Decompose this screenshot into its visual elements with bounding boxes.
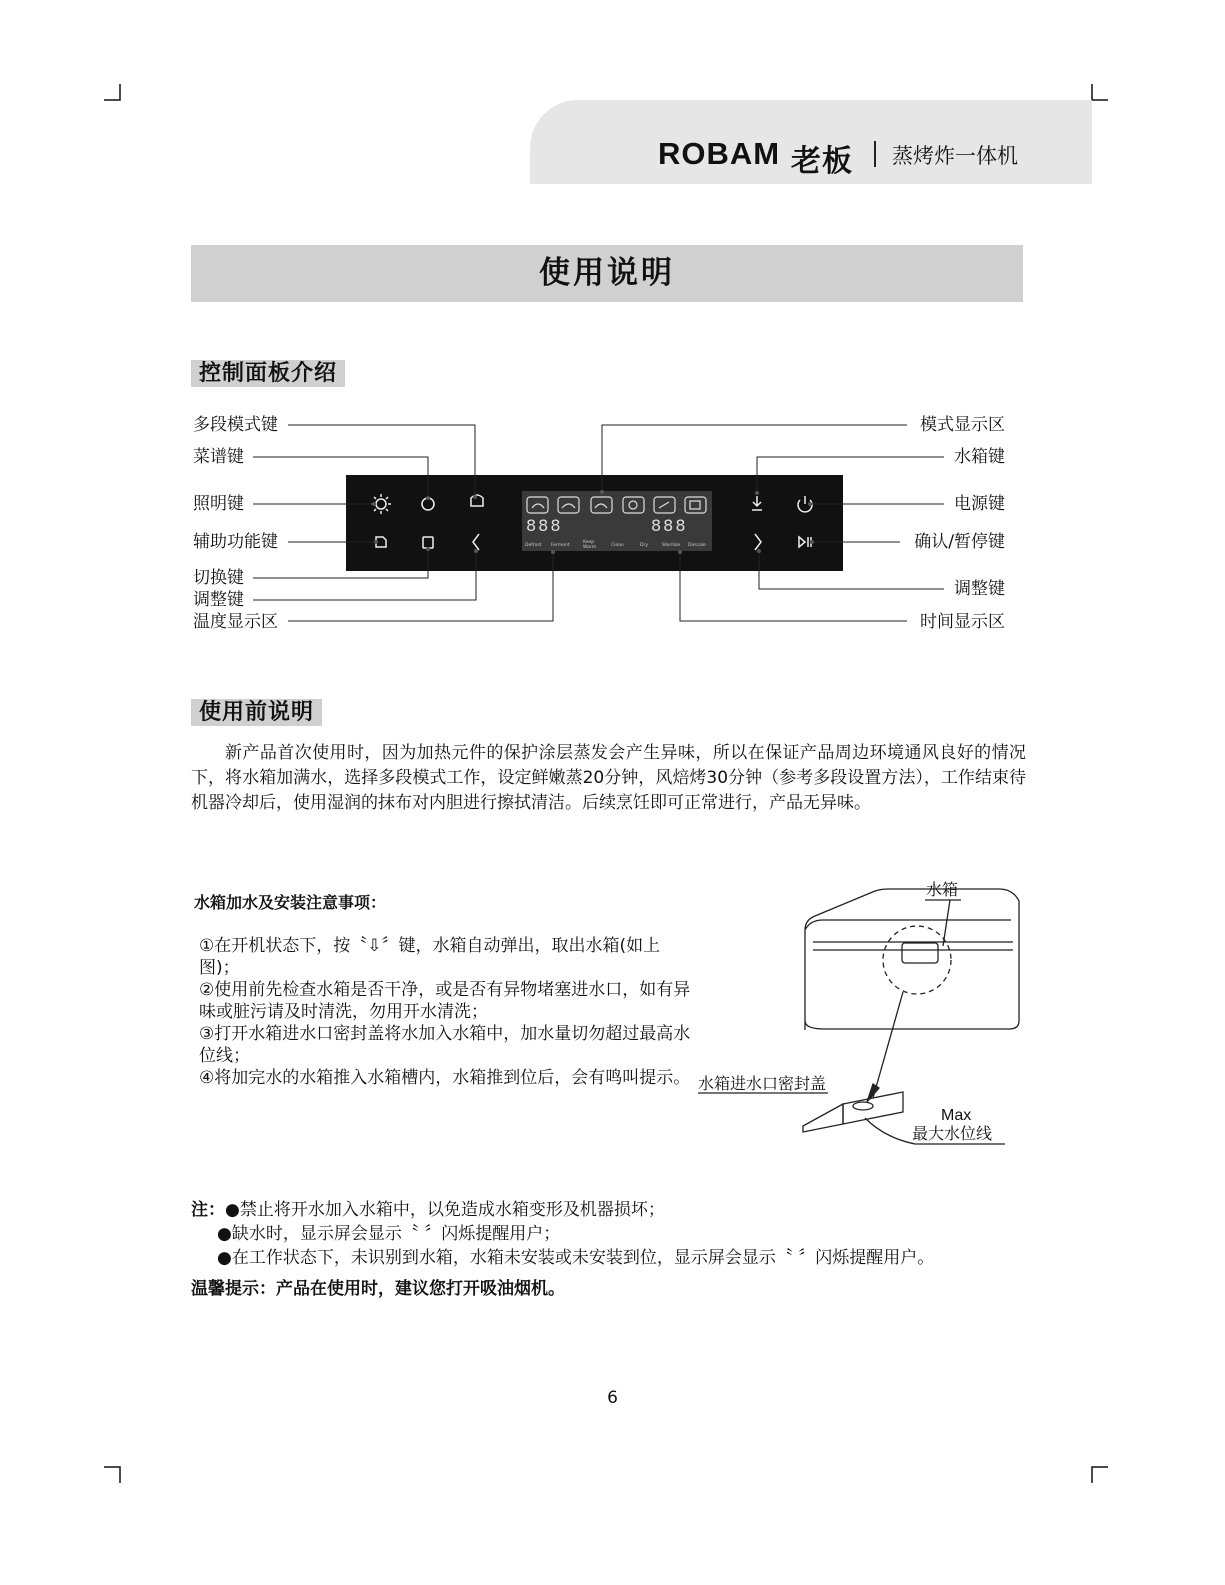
label-multi-mode-key: 多段模式键 [193,415,278,435]
note-2: ●缺水时，显示屏会显示〝 〞闪烁提醒用户； [217,1224,561,1244]
label-switch-key: 切换键 [193,568,244,588]
page-number: 6 [607,1388,618,1408]
label-time-display: 时间显示区 [920,612,1005,632]
control-panel-diagram [0,400,1225,640]
water-tank-diagram [695,870,1025,1160]
label-recipe-key: 菜谱键 [193,447,244,467]
svg-text:888: 888 [651,516,688,535]
label-max-water-line: 最大水位线 [912,1124,993,1143]
brand-logo-cn: 老板 [791,144,853,179]
note-3: ●在工作状态下，未识别到水箱，水箱未安装或未安装到位，显示屏会显示〝 〞闪烁提醒用户。 [217,1248,935,1268]
label-adjust-key-right: 调整键 [954,579,1005,599]
title-bar [191,245,1023,302]
label-confirm-pause-key: 确认/暂停键 [914,532,1005,552]
step-1: ①在开机状态下，按〝⇩〞键，水箱自动弹出，取出水箱(如上图)； [199,936,661,978]
svg-text:Keep: Keep [583,540,595,545]
svg-text:Descale: Descale [688,543,706,548]
step-2: ②使用前先检查水箱是否干净，或是否有异物堵塞进水口，如有异味或脏污请及时清洗，勿用开水清洗； [199,980,691,1022]
label-aux-key: 辅助功能键 [193,532,278,552]
section-heading-control-panel: 控制面板介绍 [191,360,345,387]
label-tank: 水箱 [926,880,959,899]
label-max: Max [941,1107,972,1124]
section-heading-before-use: 使用前说明 [191,699,322,726]
header-divider [874,141,876,167]
step-4: ④将加完水的水箱推入水箱槽内，水箱推到位后，会有鸣叫提示。 [199,1068,691,1088]
svg-text:Defrost: Defrost [525,543,542,548]
label-temp-display: 温度显示区 [193,612,278,632]
label-mode-display: 模式显示区 [920,415,1005,435]
svg-text:888: 888 [526,516,563,535]
page-title: 使用说明 [539,255,675,291]
svg-text:Ferment: Ferment [551,543,570,548]
svg-text:Warm: Warm [583,545,597,550]
label-adjust-key-left: 调整键 [193,590,244,610]
label-light-key: 照明键 [193,494,244,514]
label-power-key: 电源键 [954,494,1005,514]
brand-logo: ROBAM [658,136,781,171]
note-1: ●禁止将开水加入水箱中，以免造成水箱变形及机器损坏； [225,1200,665,1220]
product-name: 蒸烤炸一体机 [892,144,1018,168]
svg-text:Clean: Clean [611,543,624,548]
notes-prefix: 注： [191,1200,225,1220]
svg-text:Sterilize: Sterilize [662,543,681,548]
notes [191,1198,934,1270]
warm-tip: 温馨提示：产品在使用时，建议您打开吸油烟机。 [191,1279,565,1299]
label-water-tank-key: 水箱键 [954,447,1005,467]
svg-text:Dry: Dry [640,543,648,548]
water-tank-subheading: 水箱加水及安装注意事项： [194,893,387,912]
label-inlet-cover: 水箱进水口密封盖 [698,1074,827,1093]
water-tank-steps [199,935,694,1089]
before-use-paragraph: 新产品首次使用时，因为加热元件的保护涂层蒸发会产生异味，所以在保证产品周边环境通风良好的情况下，将水箱加满水，选择多段模式工作，设定鲜嫩蒸20分钟，风焙烤30分钟（参考多段设置方法），工作结束待机器冷却后，使用湿润的抹布对内胆进行擦拭清洁。后续烹饪即可正常进行，产品无异味。 [191,743,1026,813]
step-3: ③打开水箱进水口密封盖将水加入水箱中，加水量切勿超过最高水位线； [199,1024,691,1066]
